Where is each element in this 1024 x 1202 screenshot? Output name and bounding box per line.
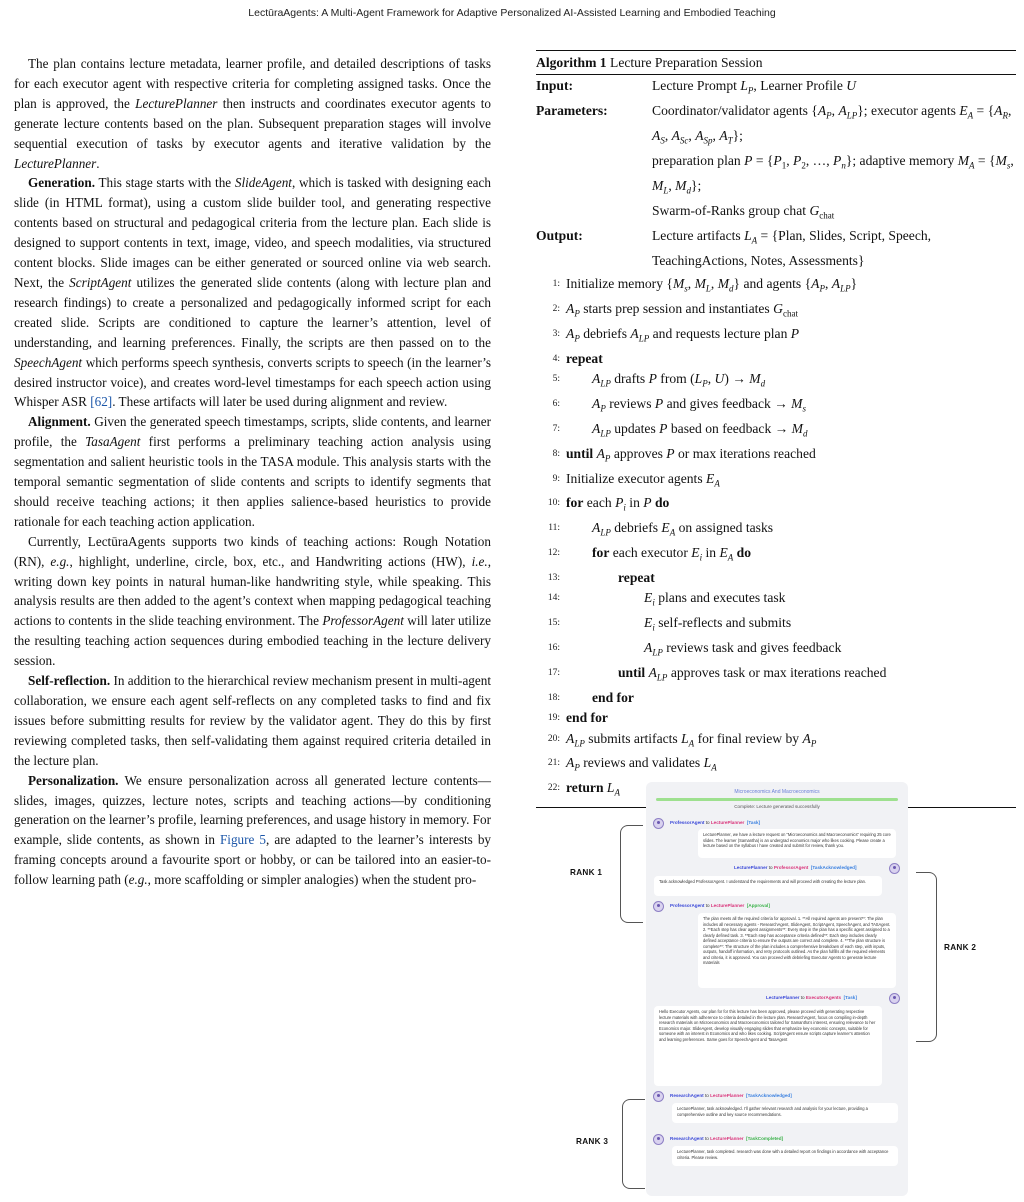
rank-1-brace bbox=[620, 825, 643, 923]
algo-line-19: 19: end for bbox=[547, 710, 608, 726]
research-avatar-icon bbox=[653, 1134, 664, 1145]
paragraph-self-reflection: Self-reflection. In addition to the hierarchical review mechanism present in multi-agent collaboration, we ensure each agent self-reflects on any completed tasks to find and fix issues before submitting results for review by the validator agent. They do this by first reviewing completed tasks, then self-validating them against required criteria detailed in the lecture plan. bbox=[14, 673, 491, 768]
algo-line-15: 15: $E_i$ self-reflects and submits bbox=[547, 615, 792, 634]
algo-line-14: 14: $E_i$ plans and executes task bbox=[547, 590, 786, 609]
paragraph-plan: The plan contains lecture metadata, learner profile, and detailed descriptions of tasks for each executor agent with respective criteria for completing assigned tasks. Once the plan is approved, the LecturePlanner then instructs and coordinates executor agents to generate lecture contents based on the plan. Subsequent preparation stages will involve sequential execution of tasks by executor agents and iterative validation by the LecturePlanner. bbox=[14, 56, 491, 171]
algo-line-8: 8: until $A_P$ approves P or max iterations reached bbox=[552, 445, 816, 464]
research-avatar-icon bbox=[653, 1091, 664, 1102]
algorithm-output: Output: Lecture artifacts $L_A$ = {Plan, Slides, Script, Speech, TeachingActions, Notes, Assessments} bbox=[536, 227, 932, 268]
rank-2-label: RANK 2 bbox=[944, 943, 977, 952]
rank-3-label: RANK 3 bbox=[576, 1137, 609, 1146]
algo-line-20: 20: $A_{LP}$ submits artifacts $L_A$ for final review by $A_P$ bbox=[547, 730, 817, 749]
message-header: LecturePlanner to ProfessorAgent [TaskAcknowledged] bbox=[734, 865, 857, 870]
rank-3-brace bbox=[622, 1099, 645, 1189]
message-header: LecturePlanner to ExecutorAgents [Task] bbox=[766, 995, 857, 1000]
chat-message: LecturePlanner, task completed. research was done with a detailed report on findings in accordance with acceptance criteria. Please review. bbox=[672, 1146, 898, 1166]
paragraph-personalization: Personalization. We ensure personalization across all generated lecture contents—slides, images, quizzes, lecture notes, scripts and teaching actions—by conditioning generation on the learner’s profile, learning preferences, and usage history in memory. For example, slide contents, as shown in Figure 5, are adapted to the learner’s interests by framing concepts around a favourite sport or hobby, or can be tailored into an easier-to-follow learning path (e.g., more scaffolding or simpler analogies) when the student pro- bbox=[14, 772, 492, 888]
chat-message: Task acknowledged ProfessorAgent. I understand the requirements and will proceed with creating the lecture plan. bbox=[654, 876, 882, 896]
swarm-of-ranks-figure bbox=[536, 782, 1020, 1200]
algo-line-5: 5: $A_{LP}$ drafts P from ($L_P$, $U) \to M_d$ bbox=[552, 370, 766, 389]
algo-line-2: 2: $A_P$ starts prep session and instantiates $G_{chat}$ bbox=[552, 300, 798, 319]
algo-line-21: 21: $A_P$ reviews and validates $L_A$ bbox=[547, 755, 717, 774]
algo-line-12: 12: for each executor $E_i$ in $E_A$ do bbox=[547, 545, 752, 563]
progress-bar bbox=[656, 798, 898, 801]
chat-message: LecturePlanner, task acknowledged. I’ll gather relevant research and analysis for your lecture, providing a comprehensive outline and key source recommendations. bbox=[672, 1103, 898, 1123]
algo-line-9: 9: Initialize executor agents $E_A$ bbox=[552, 470, 720, 489]
algo-line-4: 4: repeat bbox=[552, 350, 603, 366]
planner-avatar-icon bbox=[889, 993, 900, 1004]
chat-panel bbox=[646, 782, 908, 1196]
body-text-column bbox=[14, 54, 491, 890]
algo-line-3: 3: $A_P$ debriefs $A_{LP}$ and requests lecture plan P bbox=[552, 325, 800, 344]
algo-line-10: 10: for each $P_i$ in P do bbox=[547, 495, 670, 514]
paragraph-teaching-actions: Currently, LectūraAgents supports two kinds of teaching actions: Rough Notation (RN), e.g., highlight, underline, circle, box, etc., and Handwriting actions (HW), i.e., writing down key points in natural human-like handwriting style, while speaking. This analysis results are then added to the agent’s context when mapping pedagogical teaching actions to contents in the slide teaching environment. The ProfessorAgent will later utilize the resulting teaching action sequences during embodied teaching in the lecture delivery session. bbox=[14, 533, 491, 669]
paragraph-alignment: Alignment. Given the generated speech timestamps, scripts, slide contents, and learner profile, the TasaAgent first performs a preliminary teaching action analysis using segmentation and salient heuristic tools in the TASA module. This analysis starts with the temporal semantic segmentation of slide contents and scripts to identify segments that should receive teaching actions; it then applies salience-based heuristics to provide rationale for each teaching action application. bbox=[14, 414, 491, 529]
algorithm-box bbox=[536, 50, 1016, 808]
algo-line-1: 1: Initialize memory {$M_s$, $M_L$, $M_d$} and agents {$A_P$, $A_{LP}$} bbox=[552, 275, 858, 294]
algorithm-caption: Algorithm 1 Lecture Preparation Session bbox=[536, 55, 763, 70]
algo-line-16: 16: $A_{LP}$ reviews task and gives feedback bbox=[547, 640, 842, 658]
professor-avatar-icon bbox=[653, 901, 664, 912]
rank-1-label: RANK 1 bbox=[570, 868, 603, 877]
algo-line-18: 18: end for bbox=[547, 690, 634, 706]
chat-title: Microeconomics And Macroeconomics bbox=[734, 789, 820, 795]
chat-message: The plan meets all the required criteria for approval. 1. **All required agents are present**: The plan includes all necessary agents - ResearchAgent, SlideAgent, ScriptAgent, SpeechAgent, and TASAgent. 2. **Each step has clear agent assignments**: Every step in the plan has a specific agent assigned to a clearly defined task. 3. **Each step has acceptance criteria defined**: Each step includes clearly defined acceptance criteria to ensure the outputs are correct and complete. 4. **The plan structure is complete**: The structure of the plan includes a comprehensive breakdown of each step, with inputs, outputs, handoff information, and retry protocols outlined. As the plan fulfills all the required elements and criteria, it is approved. You can proceed with debriefing Executor Agents to generate lecture materials bbox=[698, 913, 896, 988]
algo-line-7: 7: $A_{LP}$ updates P based on feedback → $M_d$ bbox=[552, 420, 808, 439]
algo-line-17: 17: until $A_{LP}$ approves task or max iterations reached bbox=[547, 665, 887, 683]
message-header: ProfessorAgent to LecturePlanner [Approval] bbox=[670, 903, 770, 908]
message-header: ResearchAgent to LecturePlanner [TaskCompleted] bbox=[670, 1136, 784, 1141]
algo-line-13: 13: repeat bbox=[547, 570, 655, 586]
algo-line-11: 11: $A_{LP}$ debriefs $E_A$ on assigned tasks bbox=[548, 520, 774, 539]
message-header: ResearchAgent to LecturePlanner [TaskAcknowledged] bbox=[670, 1093, 792, 1098]
chat-status: Complete: Lecture generated successfully bbox=[734, 804, 820, 809]
chat-message: Hello Executor Agents, our plan for for this lecture has been approved, please proceed with generating respective lecture materials with adherence to criteria detailed in the lecture plan. ResearchAgent, focus on compiling in-depth research materials on Microeconomics and Macroeconomics tailored for Samantha’s interest, ensuring relevance to her Economics major. SlideAgent, develop visually engaging slides that emphasize key economic concepts, suitable for someone with an interest in Economics and who likes cooking. ScriptAgent ensure scripts capture learner’s attention and learning preferences. Same goes for SpeechAgent and TasaAgent bbox=[654, 1006, 882, 1086]
message-header: ProfessorAgent to LecturePlanner [Task] bbox=[670, 820, 761, 825]
planner-avatar-icon bbox=[889, 863, 900, 874]
algorithm-parameters: Parameters: Coordinator/validator agents {$A_P$, $A_{LP}$}; executor agents $E_A = \{A_R$, $A_S$, $A_{Sc}$, $A_{Sp}$, $A_T$}; preparation plan $P = \{P_1$, $P_2$, …, $P_n$}; adaptive memory $M_A = \{M_s$, $M_L$, $M_d$}; Swarm-of-Ranks group chat $G_{chat}$ bbox=[536, 103, 1014, 221]
algo-line-22: 22: return $L_A$ bbox=[547, 780, 620, 799]
paragraph-generation: Generation. This stage starts with the SlideAgent, which is tasked with designing each slide (in HTML format), using a custom slide builder tool, and generating respective contents based on structural and pedagogical criteria from the lecture plan. Each slide is designed to support contents in text, image, video, and speech modalities, via structured content blocks. Slide images can be either generated or sourced online via web search. Next, the ScriptAgent utilizes the generated slide contents (along with lecture plan and research findings) to create a personalized and pedagogically informed script for each created slide. Scripts are conditioned to capture the learner’s attention, level of understanding, and learning preferences. Finally, the scripts are then passed on to the SpeechAgent which performs speech synthesis, converts scripts to speech (in the learner’s desired instructor voice), and creates word-level timestamps for each speech action using Whisper ASR [62]. These artifacts will later be used during alignment and review. bbox=[14, 175, 491, 410]
chat-message: LecturePlanner, we have a lecture request on “Microeconomics and Macroeconomics” requiring 25 core slides. The learner (Samantha) is an undergrad economics major who likes cooking. Please create a lecture based on the syllabus I have created and submit for review, thank you. bbox=[698, 829, 896, 858]
rank-2-brace bbox=[916, 872, 937, 1042]
professor-avatar-icon bbox=[653, 818, 664, 829]
algo-line-6: 6: $A_P$ reviews P and gives feedback → $M_s$ bbox=[552, 395, 807, 414]
running-header: LectūraAgents: A Multi-Agent Framework for Adaptive Personalized AI-Assisted Learning and Embodied Teaching bbox=[248, 7, 776, 19]
algorithm-input: Input: Lecture Prompt $L_P$, Learner Profile U bbox=[536, 78, 857, 96]
